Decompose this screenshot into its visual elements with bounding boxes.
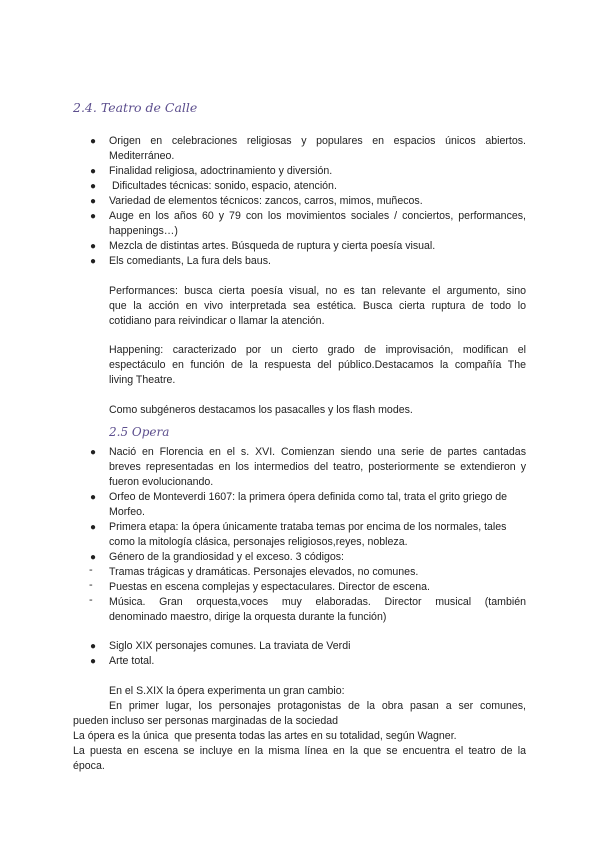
paragraph-line: época.	[73, 760, 105, 772]
bullet-icon: ●	[89, 522, 97, 533]
list-item-line: Siglo XIX personajes comunes. La traviata de Verdi	[109, 640, 351, 652]
list-item-line: Nació en Florencia en el s. XVI. Comienzan siendo una serie de partes cantadas	[109, 446, 526, 458]
list-item-line: Finalidad religiosa, adoctrinamiento y diversión.	[109, 165, 333, 177]
list-item-line: Arte total.	[109, 655, 155, 667]
section-title-2-4: 2.4. Teatro de Calle	[73, 100, 198, 115]
paragraph-line: Como subgéneros destacamos los pasacalles y los flash modes.	[109, 404, 413, 416]
bullet-icon: ●	[89, 447, 97, 458]
bullet-icon: ●	[89, 256, 97, 267]
bullet-icon: ●	[89, 552, 97, 563]
list-item-line: breves representadas en los intermedios del teatro, posteriormente se extendieron y	[109, 461, 526, 473]
dash-marker: -	[89, 564, 93, 576]
bullet-icon: ●	[89, 166, 97, 177]
list-item-line: happenings…)	[109, 225, 178, 237]
bullet-icon: ●	[89, 181, 97, 192]
list-item-line: denominado maestro, dirige la orquesta durante la función)	[109, 611, 387, 623]
paragraph-line: En el S.XIX la ópera experimenta un gran cambio:	[109, 685, 345, 697]
section-title-2-5: 2.5 Opera	[109, 425, 170, 439]
bullet-icon: ●	[89, 211, 97, 222]
list-item-line: Música. Gran orquesta,voces muy elaboradas. Director musical (también	[109, 596, 526, 608]
list-item-line: Dificultades técnicas: sonido, espacio, atención.	[109, 180, 337, 192]
list-item-line: Orfeo de Monteverdi 1607: la primera ópera definida como tal, trata el grito griego de	[109, 491, 508, 503]
list-item-line: Tramas trágicas y dramáticas. Personajes elevados, no comunes.	[109, 566, 419, 578]
paragraph-line: En primer lugar, los personajes protagonistas de la obra pasan a ser comunes,	[109, 700, 526, 712]
list-item-line: Mezcla de distintas artes. Búsqueda de ruptura y cierta poesía visual.	[109, 240, 436, 252]
list-item-line: fueron evolucionando.	[109, 476, 214, 488]
bullet-icon: ●	[89, 656, 97, 667]
paragraph-line: cotidiano para reivindicar o llamar la atención.	[109, 315, 325, 327]
paragraph-line: espectáculo en función de la respuesta del público.Destacamos la compañía The	[109, 359, 526, 371]
bullet-icon: ●	[89, 641, 97, 652]
dash-marker: -	[89, 579, 93, 591]
paragraph-line: que la acción en vivo interpretada sea estética. Busca cierta ruptura de todo lo	[109, 300, 526, 312]
list-item-line: como la mitología clásica, personajes religiosos,reyes, nobleza.	[109, 536, 408, 548]
paragraph-line: La ópera es la única que presenta todas las artes en su totalidad, según Wagner.	[73, 730, 457, 742]
list-item-line: Els comediants, La fura dels baus.	[109, 255, 271, 267]
list-item-line: Variedad de elementos técnicos: zancos, carros, mimos, muñecos.	[109, 195, 423, 207]
paragraph-line: La puesta en escena se incluye en la misma línea en la que se encuentra el teatro de la	[73, 745, 526, 757]
bullet-icon: ●	[89, 136, 97, 147]
list-item-line: Mediterráneo.	[109, 150, 175, 162]
list-item-line: Puestas en escena complejas y espectaculares. Director de escena.	[109, 581, 430, 593]
bullet-icon: ●	[89, 492, 97, 503]
list-item-line: Primera etapa: la ópera únicamente trataba temas por encima de los normales, tales	[109, 521, 507, 533]
paragraph-line: Happening: caracterizado por un cierto grado de improvisación, modifican el	[109, 344, 526, 356]
list-item-line: Origen en celebraciones religiosas y populares en espacios únicos abiertos.	[109, 135, 526, 147]
list-item-line: Género de la grandiosidad y el exceso. 3 códigos:	[109, 551, 344, 563]
list-item-line: Morfeo.	[109, 506, 145, 518]
paragraph-line: living Theatre.	[109, 374, 176, 386]
paragraph-line: Performances: busca cierta poesía visual, no es tan relevante el argumento, sino	[109, 285, 526, 297]
bullet-icon: ●	[89, 196, 97, 207]
dash-marker: -	[89, 594, 93, 606]
list-item-line: Auge en los años 60 y 79 con los movimientos sociales / conciertos, performances,	[109, 210, 526, 222]
paragraph-line: pueden incluso ser personas marginadas de la sociedad	[73, 715, 339, 727]
bullet-icon: ●	[89, 241, 97, 252]
